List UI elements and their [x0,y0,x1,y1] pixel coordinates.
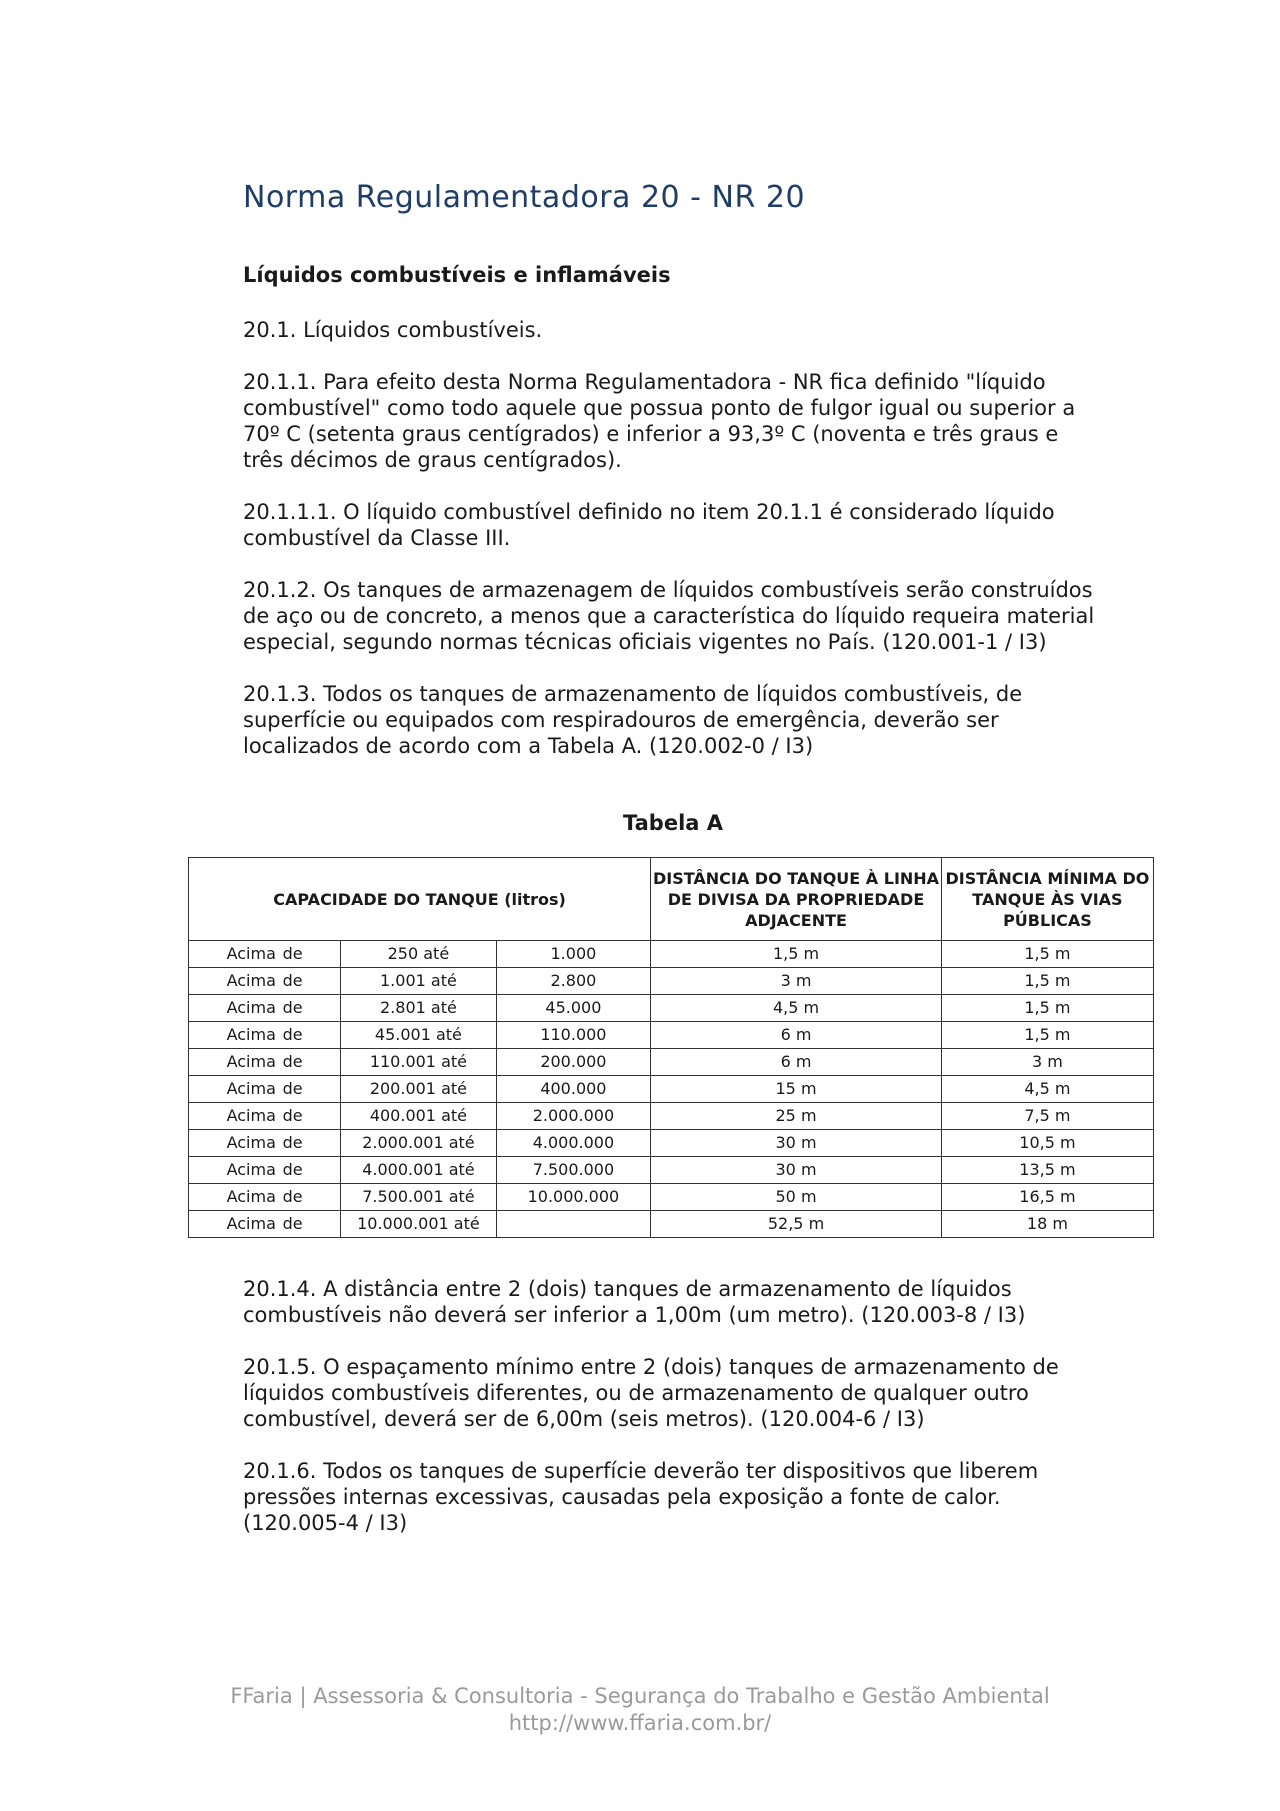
cell-distance-roads: 1,5 m [941,941,1153,968]
cell-distance-roads: 18 m [941,1211,1153,1238]
paragraph-20-1-2: 20.1.2. Os tanques de armazenagem de líquidos combustíveis serão construídos de aço ou de concreto, a menos que a característica do líquido requeira material especial, segundo normas técnicas oficiais vigentes no País. (120.001-1 / I3) [243,578,1095,654]
table-row [189,1076,1154,1103]
cell-capacity-from: 4.000.001 até [341,1157,497,1184]
paragraph-20-1-5: 20.1.5. O espaçamento mínimo entre 2 (dois) tanques de armazenamento de líquidos combustíveis diferentes, ou de armazenamento de qualquer outro combustível, deverá ser de 6,00m (seis metros). (120.004-6 / I3) [243,1355,1059,1431]
footer-company: FFaria | Assessoria & Consultoria - Segurança do Trabalho e Gestão Ambiental [230,1684,1050,1708]
cell-distance-property: 6 m [651,1022,942,1049]
table-body [189,941,1154,1238]
table-row [189,1184,1154,1211]
cell-capacity-from: 2.801 até [341,995,497,1022]
cell-capacity-to: 2.000.000 [496,1103,651,1130]
acima-label: Acima [226,1052,276,1071]
cell-capacity-from: 7.500.001 até [341,1184,497,1211]
header-distance-roads: DISTÂNCIA MÍNIMA DO TANQUE ÀS VIAS PÚBLICAS [941,858,1153,941]
cell-distance-roads: 7,5 m [941,1103,1153,1130]
table-row [189,1103,1154,1130]
table-wrapper [188,857,1154,1238]
de-label: de [282,1187,303,1206]
cell-acima-de [189,1049,341,1076]
cell-distance-property: 30 m [651,1157,942,1184]
cell-distance-property: 30 m [651,1130,942,1157]
cell-capacity-from: 10.000.001 até [341,1211,497,1238]
cell-capacity-from: 1.001 até [341,968,497,995]
document-page [226,180,1150,1562]
acima-label: Acima [226,1025,276,1044]
cell-capacity-from: 2.000.001 até [341,1130,497,1157]
cell-acima-de [189,1130,341,1157]
paragraph-20-1: 20.1. Líquidos combustíveis. [243,318,543,342]
paragraph-20-1-1: 20.1.1. Para efeito desta Norma Regulamentadora - NR fica definido "líquido combustível" como todo aquele que possua ponto de fulgor igual ou superior a 70º C (setenta graus centígrados) e inferior a 93,3º C (noventa e três graus e três décimos de graus centígrados). [243,370,1076,472]
cell-distance-roads: 4,5 m [941,1076,1153,1103]
table-row [189,1049,1154,1076]
cell-acima-de [189,941,341,968]
header-distance-property: DISTÂNCIA DO TANQUE À LINHA DE DIVISA DA PROPRIEDADE ADJACENTE [651,858,942,941]
cell-acima-de [189,968,341,995]
de-label: de [282,944,303,963]
footer-url: http://www.ffaria.com.br/ [508,1711,772,1735]
paragraph-20-1-4: 20.1.4. A distância entre 2 (dois) tanques de armazenamento de líquidos combustíveis não deverá ser inferior a 1,00m (um metro). (120.003-8 / I3) [243,1277,1026,1327]
cell-capacity-to: 10.000.000 [496,1184,651,1211]
cell-distance-roads: 1,5 m [941,968,1153,995]
table-header-row [189,858,1154,941]
page-title: Norma Regulamentadora 20 - NR 20 [243,180,806,215]
table-row [189,1022,1154,1049]
cell-acima-de [189,1184,341,1211]
cell-capacity-to: 4.000.000 [496,1130,651,1157]
acima-label: Acima [226,998,276,1017]
de-label: de [282,1052,303,1071]
cell-distance-roads: 10,5 m [941,1130,1153,1157]
cell-distance-property: 6 m [651,1049,942,1076]
de-label: de [282,1106,303,1125]
cell-acima-de [189,1157,341,1184]
de-label: de [282,1214,303,1233]
cell-capacity-from: 400.001 até [341,1103,497,1130]
cell-capacity-to: 7.500.000 [496,1157,651,1184]
cell-capacity-from: 110.001 até [341,1049,497,1076]
cell-distance-property: 1,5 m [651,941,942,968]
table-row [189,995,1154,1022]
cell-acima-de [189,1022,341,1049]
cell-capacity-to [496,1211,651,1238]
cell-distance-property: 25 m [651,1103,942,1130]
cell-capacity-to: 110.000 [496,1022,651,1049]
tabela-a [188,857,1154,1238]
cell-distance-roads: 13,5 m [941,1157,1153,1184]
cell-capacity-from: 200.001 até [341,1076,497,1103]
paragraph-20-1-3: 20.1.3. Todos os tanques de armazenamento de líquidos combustíveis, de superfície ou equipados com respiradouros de emergência, deverão ser localizados de acordo com a Tabela A. (120.002-0 / I3) [243,682,1023,758]
cell-capacity-to: 2.800 [496,968,651,995]
de-label: de [282,971,303,990]
acima-label: Acima [226,944,276,963]
acima-label: Acima [226,1133,276,1152]
table-caption: Tabela A [623,811,723,835]
cell-distance-property: 15 m [651,1076,942,1103]
table-row [189,968,1154,995]
acima-label: Acima [226,1079,276,1098]
cell-acima-de [189,1076,341,1103]
cell-distance-roads: 1,5 m [941,995,1153,1022]
cell-distance-roads: 1,5 m [941,1022,1153,1049]
cell-distance-property: 52,5 m [651,1211,942,1238]
cell-acima-de [189,1103,341,1130]
de-label: de [282,1133,303,1152]
acima-label: Acima [226,1214,276,1233]
table-row [189,941,1154,968]
cell-capacity-to: 45.000 [496,995,651,1022]
cell-capacity-from: 250 até [341,941,497,968]
paragraph-20-1-6: 20.1.6. Todos os tanques de superfície deverão ter dispositivos que liberem pressões internas excessivas, causadas pela exposição a fonte de calor. (120.005-4 / I3) [243,1459,1039,1535]
de-label: de [282,998,303,1017]
acima-label: Acima [226,1187,276,1206]
section-subtitle: Líquidos combustíveis e inflamáveis [243,263,671,287]
page-footer [0,1683,1280,1737]
acima-label: Acima [226,971,276,990]
de-label: de [282,1025,303,1044]
cell-capacity-to: 200.000 [496,1049,651,1076]
cell-distance-property: 3 m [651,968,942,995]
table-row [189,1157,1154,1184]
paragraph-20-1-1-1: 20.1.1.1. O líquido combustível definido no item 20.1.1 é considerado líquido combustível da Classe III. [243,500,1055,550]
cell-distance-property: 4,5 m [651,995,942,1022]
after-table-section [243,1276,1103,1536]
cell-capacity-to: 1.000 [496,941,651,968]
acima-label: Acima [226,1160,276,1179]
cell-distance-property: 50 m [651,1184,942,1211]
cell-distance-roads: 16,5 m [941,1184,1153,1211]
de-label: de [282,1160,303,1179]
table-row [189,1211,1154,1238]
cell-acima-de [189,1211,341,1238]
cell-capacity-from: 45.001 até [341,1022,497,1049]
table-row [189,1130,1154,1157]
de-label: de [282,1079,303,1098]
cell-distance-roads: 3 m [941,1049,1153,1076]
header-capacity: CAPACIDADE DO TANQUE (litros) [189,858,651,941]
cell-acima-de [189,995,341,1022]
cell-capacity-to: 400.000 [496,1076,651,1103]
acima-label: Acima [226,1106,276,1125]
